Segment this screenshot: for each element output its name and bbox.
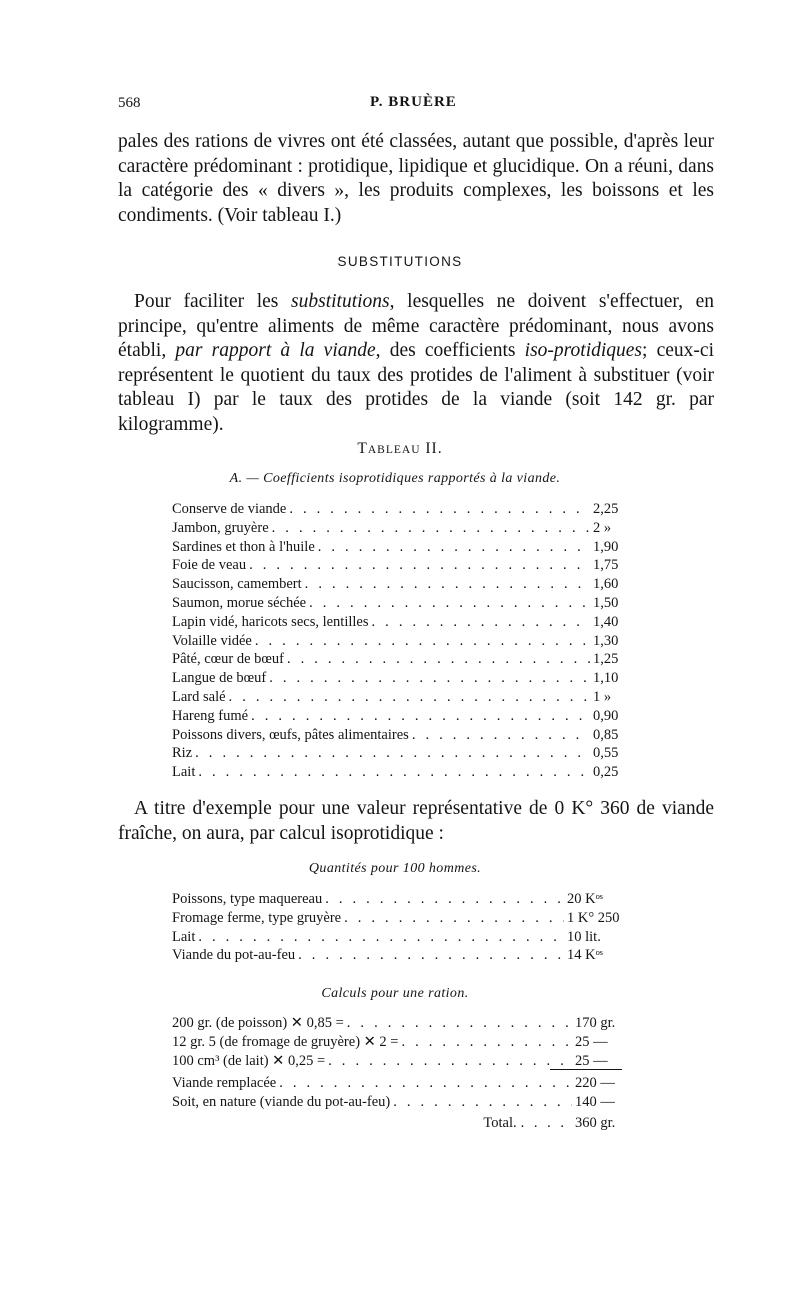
- table-row: [172, 744, 627, 763]
- table-title-initial: T: [357, 440, 368, 457]
- row-value: 0,90: [593, 707, 619, 724]
- dot-leader: [325, 890, 564, 909]
- example-text: A titre d'exemple pour une valeur représentative de 0 K° 360 de viande fraîche, on aura, par calcul isoprotidique :: [118, 798, 714, 844]
- table-row: [172, 500, 627, 519]
- row-label: Soit, en nature (viande du pot-au-feu): [172, 1093, 391, 1110]
- table-row: [172, 890, 627, 909]
- dot-leader: [401, 1033, 572, 1052]
- table-row: [172, 669, 627, 688]
- grand-total-leader: . . . .: [520, 1115, 567, 1131]
- row-value: 0,85: [593, 726, 619, 743]
- subst-text-3: , des coefficients: [375, 340, 525, 362]
- dot-leader: [255, 632, 590, 651]
- table-row: [172, 1052, 627, 1071]
- table-row: [172, 1074, 627, 1093]
- dot-leader: [372, 613, 590, 632]
- intro-text: pales des rations de vivres ont été classées, autant que possible, d'après leur caractère prédominant : protidique, lipidique et glucidique. On a réuni, dans la catégorie des « divers », les produits complexes, les boissons et les condiments. (Voir tableau I.): [118, 131, 714, 226]
- row-value: 170 gr.: [575, 1015, 616, 1031]
- row-label: Viande remplacée: [172, 1075, 277, 1091]
- grand-total-value: 360 gr.: [575, 1115, 616, 1131]
- table-row: [172, 594, 627, 613]
- subst-em-2: par rapport à la viande: [175, 340, 376, 362]
- row-label: 100 cm³ (de lait) ✕ 0,25 =: [172, 1052, 326, 1069]
- row-value: 0,55: [593, 745, 619, 762]
- dot-leader: [393, 1093, 572, 1112]
- dot-leader: [272, 519, 590, 538]
- dot-leader: [229, 688, 590, 707]
- row-label: Foie de veau: [172, 557, 247, 574]
- row-value: 1,30: [593, 632, 619, 649]
- dot-leader: [298, 946, 564, 965]
- table-title-number: II.: [425, 440, 443, 457]
- dot-leader: [309, 594, 590, 613]
- table-row: [172, 1033, 627, 1052]
- row-label: Conserve de viande: [172, 501, 287, 517]
- table-subtitle: A. — Coefficients isoprotidiques rapportés à la viande.: [229, 471, 561, 486]
- row-value: 1,25: [593, 651, 619, 668]
- dot-leader: [198, 928, 564, 947]
- section-heading: SUBSTITUTIONS: [337, 254, 463, 269]
- dot-leader: [412, 726, 590, 745]
- intro-paragraph: [118, 130, 714, 228]
- row-value: 1,10: [593, 670, 619, 687]
- page-number: 568: [118, 95, 141, 111]
- running-title: P. BRUÈRE: [370, 94, 457, 110]
- row-value: 140 —: [575, 1093, 615, 1110]
- row-label: Poissons, type maquereau: [172, 891, 323, 907]
- row-value: 1,90: [593, 538, 619, 555]
- dot-leader: [249, 556, 590, 575]
- row-label: Lard salé: [172, 688, 226, 705]
- row-value: 1,40: [593, 613, 619, 630]
- row-value: 2,25: [593, 501, 619, 517]
- dot-leader: [347, 1014, 572, 1033]
- dot-leader: [328, 1052, 572, 1071]
- substitution-paragraph: [118, 290, 714, 438]
- table-title: [0, 440, 800, 458]
- row-label: Riz: [172, 745, 193, 762]
- row-value: 10 lit.: [567, 928, 601, 945]
- dot-leader: [287, 650, 590, 669]
- table-row: [172, 707, 627, 726]
- dot-leader: [305, 575, 590, 594]
- grand-total-row: [172, 1114, 627, 1133]
- subst-em-1: substitutions: [291, 291, 390, 312]
- subst-text-4: ; ceux-ci représentent le quotient du taux des protides de l'aliment à substituer (voir tableau I) par le taux des protides de la viande (soit 142 gr. par kilogramme).: [118, 340, 714, 435]
- row-label: Hareng fumé: [172, 707, 249, 724]
- row-value: 1 K° 250: [567, 909, 620, 926]
- table-row: [172, 688, 627, 707]
- row-value: 0,25: [593, 764, 619, 781]
- row-label: Viande du pot-au-feu: [172, 947, 296, 964]
- row-label: Saucisson, camembert: [172, 576, 302, 593]
- table-row: [172, 556, 627, 575]
- row-label: Lapin vidé, haricots secs, lentilles: [172, 613, 369, 630]
- example-paragraph: [118, 797, 714, 846]
- dot-leader: [318, 538, 590, 557]
- table-row: [172, 613, 627, 632]
- row-value: 1,60: [593, 576, 619, 593]
- coefficient-list: [172, 500, 627, 782]
- table-row: [172, 726, 627, 745]
- table-row: [172, 538, 627, 557]
- row-label: Poissons divers, œufs, pâtes alimentaires: [172, 726, 409, 743]
- grand-total-label: Total.: [483, 1115, 517, 1131]
- table-row: [172, 909, 627, 928]
- calculations-totals: [172, 1074, 627, 1112]
- dot-leader: [195, 744, 590, 763]
- subst-text-2: , lesquelles ne doivent s'effectuer, en principe, qu'entre aliments de même caractère prédominant, nous avons établi,: [118, 291, 714, 362]
- table-row: [172, 519, 627, 538]
- row-value: 14 Kᵒˢ: [567, 947, 603, 964]
- table-row: [172, 763, 627, 782]
- dot-leader: [198, 763, 590, 782]
- row-label: Saumon, morue séchée: [172, 594, 307, 611]
- quantities-list: [172, 890, 627, 965]
- dot-leader: [279, 1074, 572, 1093]
- dot-leader: [344, 909, 564, 928]
- table-title-rest: ABLEAU: [367, 444, 421, 456]
- row-label: Sardines et thon à l'huile: [172, 538, 315, 555]
- row-value: 1,50: [593, 594, 619, 611]
- row-value: 2 »: [593, 519, 612, 536]
- dot-leader: [289, 500, 590, 519]
- dot-leader: [269, 669, 590, 688]
- row-value: 220 —: [575, 1075, 615, 1091]
- calculations-title: Calculs pour une ration.: [321, 986, 469, 1001]
- subst-em-3: iso-protidiques: [524, 340, 643, 362]
- row-label: Lait: [172, 928, 196, 945]
- table-row: [172, 575, 627, 594]
- table-row: [172, 1093, 627, 1112]
- row-label: Langue de bœuf: [172, 670, 267, 687]
- calculations-list: [172, 1014, 627, 1070]
- table-row: [172, 928, 627, 947]
- row-label: 200 gr. (de poisson) ✕ 0,85 =: [172, 1015, 344, 1031]
- row-value: 1 »: [593, 688, 612, 705]
- row-value: 1,75: [593, 557, 619, 574]
- row-label: Jambon, gruyère: [172, 519, 269, 536]
- table-row: [172, 650, 627, 669]
- row-label: Lait: [172, 764, 196, 781]
- table-row: [172, 946, 627, 965]
- row-label: Fromage ferme, type gruyère: [172, 909, 342, 926]
- row-label: Pâté, cœur de bœuf: [172, 651, 284, 668]
- table-row: [172, 1014, 627, 1033]
- quantities-title: Quantités pour 100 hommes.: [308, 861, 482, 876]
- dot-leader: [251, 707, 590, 726]
- row-value: 25 —: [575, 1052, 608, 1069]
- row-label: 12 gr. 5 (de fromage de gruyère) ✕ 2 =: [172, 1033, 399, 1050]
- row-value: 25 —: [575, 1033, 608, 1050]
- subst-text-1: Pour faciliter les: [134, 291, 292, 312]
- row-value: 20 Kᵒˢ: [567, 891, 603, 907]
- row-label: Volaille vidée: [172, 632, 252, 649]
- sum-rule: [550, 1069, 622, 1070]
- table-row: [172, 632, 627, 651]
